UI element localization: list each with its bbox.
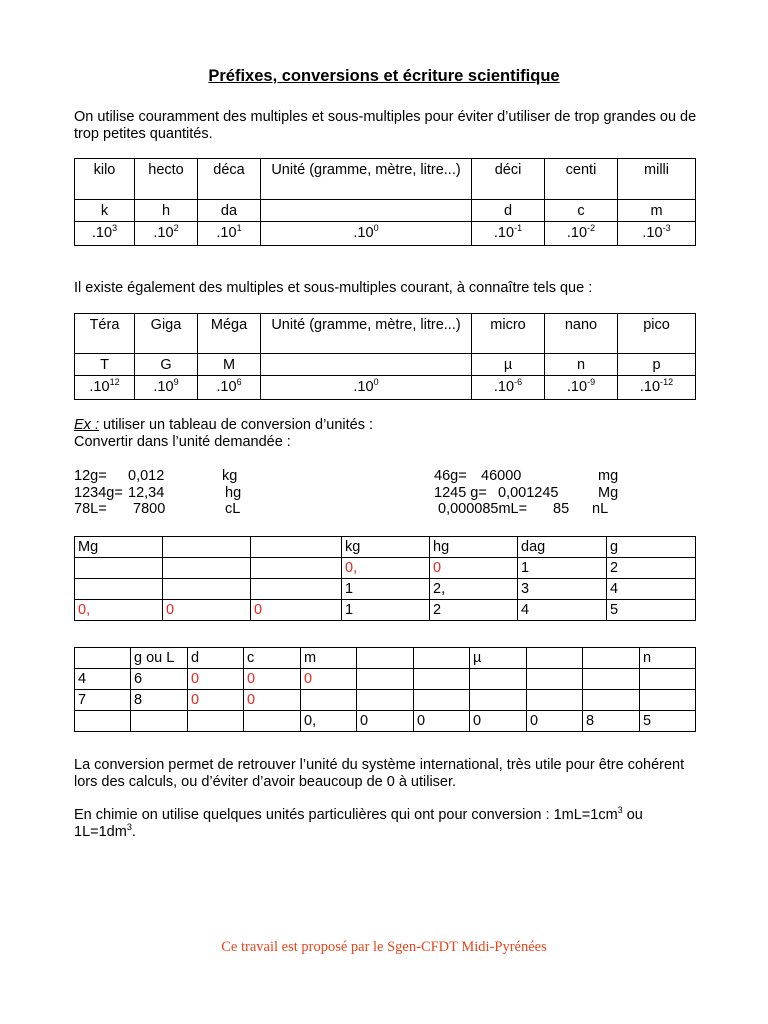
table-cell: [342, 600, 430, 621]
example-right-unit: Mg: [598, 484, 619, 501]
table-cell: [342, 558, 430, 579]
cell-value: 0,: [78, 602, 91, 618]
power-base: .10: [91, 225, 113, 241]
prefix-name-cell: [261, 159, 472, 200]
example-right-value: 46000: [481, 468, 522, 484]
power-base: .10: [493, 379, 515, 395]
conclusion-paragraph: La conversion permet de retrouver l’unité du système international, très utile pour être cohérent lors des calculs, ou d’éviter d’avoir beaucoup de 0 à utiliser.: [74, 757, 685, 790]
prefix-name-cell: [472, 314, 545, 354]
cell-value: g: [610, 539, 619, 555]
cell-value: 6: [134, 671, 143, 687]
table-cell: [527, 669, 583, 690]
prefix-symbol-cell: [618, 354, 696, 376]
prefix-name: milli: [644, 162, 669, 178]
prefix-name-cell: [75, 314, 135, 354]
power-exponent: 6: [236, 377, 242, 388]
power-exponent: 2: [173, 223, 179, 234]
prefix-symbol-cell: [261, 200, 472, 222]
power-exponent: -1: [514, 223, 523, 234]
cell-value: µ: [473, 650, 482, 666]
table-cell: [342, 537, 430, 558]
table-cell: [640, 690, 696, 711]
prefix-name-cell: [198, 159, 261, 200]
cell-value: 5: [610, 602, 619, 618]
table-row: [75, 711, 696, 732]
prefix-power-cell: [135, 222, 198, 246]
power-exponent: -2: [587, 223, 596, 234]
table-row: [75, 600, 696, 621]
power-base: .10: [216, 225, 237, 241]
power-base: .10: [353, 225, 374, 241]
table-cell: [607, 558, 696, 579]
power-base: .10: [493, 225, 515, 241]
power-base: .10: [153, 225, 174, 241]
prefix-symbol: d: [503, 203, 513, 219]
table-cell: [75, 558, 163, 579]
table-row: [75, 579, 696, 600]
prefix-name: pico: [643, 317, 670, 333]
table-cell: [518, 600, 607, 621]
table-cell: [131, 669, 188, 690]
prefix-name-cell: [135, 159, 198, 200]
cell-value: 0: [247, 692, 256, 708]
prefix-name: déci: [494, 162, 522, 178]
prefix-symbol: h: [161, 203, 171, 219]
prefix-symbol: m: [650, 203, 663, 219]
table-cell: [357, 669, 414, 690]
cell-value: 0,: [345, 560, 358, 576]
prefix-symbol-cell: [545, 200, 618, 222]
table-cell: [301, 690, 357, 711]
table-cell: [607, 537, 696, 558]
table-cell: [583, 648, 640, 669]
prefix-symbol-cell: [198, 354, 261, 376]
prefix-name: hecto: [148, 162, 184, 178]
table-cell: [244, 648, 301, 669]
cell-value: 8: [586, 713, 595, 729]
example-right-unit: mg: [598, 468, 619, 484]
cell-value: 0,: [304, 713, 317, 729]
prefix-name: Téra: [89, 317, 120, 333]
table-cell: [430, 558, 518, 579]
cell-value: 4: [521, 602, 530, 618]
example-right-given: 0,000085mL=: [438, 501, 528, 517]
table-cell: [131, 648, 188, 669]
table-cell: [188, 669, 244, 690]
table-cell: [188, 711, 244, 732]
example-left-given: 1234g=: [74, 484, 123, 501]
table-cell: [357, 648, 414, 669]
table-cell: [244, 669, 301, 690]
example-left-value: 7800: [133, 501, 166, 517]
prefix-symbol-cell: [545, 354, 618, 376]
prefix-name-cell: [618, 314, 696, 354]
example-right-given: 1245 g=: [434, 484, 487, 501]
table-cell: [430, 537, 518, 558]
power-exponent: 12: [109, 377, 120, 388]
cell-value: 5: [643, 713, 652, 729]
cell-value: d: [191, 650, 200, 666]
power-exponent: -12: [660, 377, 674, 388]
prefix-symbol-cell: [75, 354, 135, 376]
table-cell: [470, 648, 527, 669]
page-title: Préfixes, conversions et écriture scientifique: [208, 67, 560, 85]
cell-value: 0: [254, 602, 263, 618]
table-cell: [75, 579, 163, 600]
table-cell: [244, 711, 301, 732]
prefix-symbol: G: [160, 357, 172, 373]
cell-value: hg: [433, 539, 450, 555]
table-cell: [607, 600, 696, 621]
table-cell: [163, 558, 251, 579]
table-cell: [640, 648, 696, 669]
example-right-value: 85: [553, 501, 570, 517]
prefix-power-cell: [545, 376, 618, 400]
prefix-name: nano: [564, 317, 598, 333]
table-cell: [357, 711, 414, 732]
table-cell: [131, 690, 188, 711]
table-cell: [251, 579, 342, 600]
prefix-symbol: M: [222, 357, 236, 373]
prefix-power-cell: [618, 222, 696, 246]
cell-value: 1: [345, 602, 354, 618]
example-left-given: 78L=: [74, 501, 107, 517]
table-row: [75, 690, 696, 711]
table-cell: [470, 711, 527, 732]
power-base: .10: [566, 379, 588, 395]
table-row: [75, 669, 696, 690]
example-instruction: Convertir dans l’unité demandée :: [74, 434, 291, 450]
cell-value: 2: [610, 560, 619, 576]
table-cell: [251, 537, 342, 558]
cell-value: kg: [345, 539, 361, 555]
table-cell: [188, 690, 244, 711]
table-cell: [430, 579, 518, 600]
table-cell: [301, 711, 357, 732]
example-left-unit: hg: [225, 484, 242, 501]
power-exponent: -9: [587, 377, 596, 388]
cell-value: g ou L: [134, 650, 175, 666]
table-cell: [75, 669, 131, 690]
cell-value: 2: [433, 602, 442, 618]
prefix-name: micro: [490, 317, 526, 333]
chemistry-paragraph: [74, 807, 704, 841]
power-exponent: 1: [236, 223, 242, 234]
prefix-power-cell: [135, 376, 198, 400]
cell-value: 0: [473, 713, 482, 729]
prefix-power-cell: [75, 222, 135, 246]
prefix-symbol: c: [577, 203, 585, 219]
example-right-value: 0,001245: [498, 484, 559, 501]
prefix-symbol-cell: [75, 200, 135, 222]
example-left-unit: kg: [222, 468, 238, 484]
prefix-name-cell: [198, 314, 261, 354]
prefix-name-cell: [75, 159, 135, 200]
table-cell: [251, 600, 342, 621]
prefix-symbol: T: [100, 357, 109, 373]
cell-value: 0: [433, 560, 442, 576]
cell-value: 0: [166, 602, 175, 618]
prefix-name: Méga: [210, 317, 248, 333]
prefix-name-cell: [545, 314, 618, 354]
example-right-unit: nL: [592, 501, 609, 517]
prefix-name: Giga: [150, 317, 182, 333]
prefix-name: kilo: [93, 162, 116, 178]
table-cell: [244, 690, 301, 711]
power-base: .10: [642, 225, 663, 241]
table-row: [75, 648, 696, 669]
cell-value: 0: [191, 692, 200, 708]
table-cell: [188, 648, 244, 669]
prefix-power-cell: [198, 376, 261, 400]
prefix-power-cell: [618, 376, 696, 400]
cell-value: 4: [610, 581, 619, 597]
cell-value: n: [643, 650, 652, 666]
prefix-power-cell: [472, 376, 545, 400]
table-cell: [470, 690, 527, 711]
table-cell: [414, 669, 470, 690]
power-exponent: 0: [373, 377, 379, 388]
prefix-name-cell: [618, 159, 696, 200]
power-exponent: -6: [514, 377, 523, 388]
chemistry-sup-2: 3: [126, 822, 132, 833]
table-cell: [518, 579, 607, 600]
example-left-value: 0,012: [128, 468, 165, 484]
cell-value: 0: [360, 713, 369, 729]
conversion-table-mass: [74, 536, 696, 621]
table-cell: [163, 600, 251, 621]
prefix-symbol: n: [576, 357, 586, 373]
cell-value: 0: [191, 671, 200, 687]
example-right-given: 46g=: [434, 468, 467, 484]
table-cell: [301, 669, 357, 690]
table-cell: [75, 648, 131, 669]
prefix-name: Unité (gramme, mètre, litre...): [271, 162, 461, 178]
table-cell: [583, 711, 640, 732]
table-cell: [414, 648, 470, 669]
prefix-power-cell: [261, 376, 472, 400]
conversion-table-small: [74, 647, 696, 732]
table-cell: [163, 579, 251, 600]
prefix-symbol-cell: [135, 200, 198, 222]
prefix-power-cell: [198, 222, 261, 246]
intro-paragraph: On utilise couramment des multiples et sous-multiples pour éviter d’utiliser de trop grandes ou de trop petites quantités.: [74, 109, 697, 142]
prefix-table-common: [74, 158, 696, 246]
prefix-symbol: da: [220, 203, 238, 219]
table-cell: [414, 711, 470, 732]
cell-value: 1: [345, 581, 354, 597]
table-cell: [75, 537, 163, 558]
chemistry-text-4: .: [131, 824, 136, 840]
table-row: [75, 558, 696, 579]
power-exponent: 3: [112, 223, 118, 234]
prefix-symbol: k: [100, 203, 109, 219]
example-left-given: 12g=: [74, 468, 107, 484]
cell-value: 4: [78, 671, 87, 687]
table-cell: [75, 690, 131, 711]
table-cell: [251, 558, 342, 579]
table-cell: [342, 579, 430, 600]
prefix-symbol-cell: [135, 354, 198, 376]
cell-value: c: [247, 650, 255, 666]
prefix-name: centi: [565, 162, 597, 178]
table-cell: [430, 600, 518, 621]
table-cell: [357, 690, 414, 711]
prefix-table-other: [74, 313, 696, 400]
prefix-power-cell: [75, 376, 135, 400]
table-cell: [640, 711, 696, 732]
table-cell: [470, 669, 527, 690]
power-exponent: -3: [662, 223, 671, 234]
footer-credit: Ce travail est proposé par le Sgen-CFDT Midi-Pyrénées: [221, 939, 547, 955]
power-base: .10: [216, 379, 237, 395]
example-left-unit: cL: [225, 501, 241, 517]
table-cell: [75, 600, 163, 621]
power-base: .10: [153, 379, 174, 395]
example-text: utiliser un tableau de conversion d’unités :: [98, 417, 374, 433]
table-cell: [301, 648, 357, 669]
table-cell: [583, 690, 640, 711]
table-cell: [163, 537, 251, 558]
cell-value: 0: [247, 671, 256, 687]
example-left-value: 12,34: [128, 484, 165, 501]
cell-value: Mg: [78, 539, 99, 555]
prefix-name-cell: [472, 159, 545, 200]
prefix-name-cell: [545, 159, 618, 200]
cell-value: 0: [417, 713, 426, 729]
example-label: Ex :: [74, 417, 99, 433]
prefix-symbol-cell: [618, 200, 696, 222]
power-exponent: 0: [373, 223, 379, 234]
table-cell: [527, 690, 583, 711]
table-cell: [527, 711, 583, 732]
table-cell: [131, 711, 188, 732]
prefix-symbol-cell: [198, 200, 261, 222]
prefix-name-cell: [135, 314, 198, 354]
cell-value: 1: [521, 560, 530, 576]
prefix-power-cell: [545, 222, 618, 246]
prefix-symbol: µ: [503, 357, 513, 373]
power-base: .10: [639, 379, 661, 395]
prefix-symbol: p: [652, 357, 661, 373]
prefix-power-cell: [472, 222, 545, 246]
power-base: .10: [89, 379, 110, 395]
table-cell: [607, 579, 696, 600]
power-base: .10: [353, 379, 374, 395]
cell-value: m: [304, 650, 317, 666]
cell-value: 0: [304, 671, 313, 687]
example-heading: [74, 417, 373, 433]
chemistry-sup-1: 3: [617, 805, 623, 816]
cell-value: 2,: [433, 581, 446, 597]
power-base: .10: [566, 225, 588, 241]
cell-value: 3: [521, 581, 530, 597]
prefix-name: Unité (gramme, mètre, litre...): [271, 317, 461, 333]
cell-value: 8: [134, 692, 143, 708]
table-row: [75, 537, 696, 558]
table-cell: [640, 669, 696, 690]
table-cell: [527, 648, 583, 669]
prefix-name-cell: [261, 314, 472, 354]
cell-value: 7: [78, 692, 87, 708]
prefix-symbol-cell: [472, 200, 545, 222]
power-exponent: 9: [173, 377, 179, 388]
chemistry-text-2: ou: [622, 807, 643, 823]
prefix-symbol-cell: [261, 354, 472, 376]
table-cell: [75, 711, 131, 732]
chemistry-text-1: En chimie on utilise quelques unités particulières qui ont pour conversion : 1mL=1cm: [74, 807, 618, 823]
prefix-power-cell: [261, 222, 472, 246]
prefix-name: déca: [213, 162, 245, 178]
intro2-paragraph: Il existe également des multiples et sous-multiples courant, à connaître tels que :: [74, 280, 593, 296]
prefix-symbol-cell: [472, 354, 545, 376]
cell-value: dag: [521, 539, 546, 555]
table-cell: [583, 669, 640, 690]
table-cell: [518, 537, 607, 558]
table-cell: [414, 690, 470, 711]
cell-value: 0: [530, 713, 539, 729]
table-cell: [518, 558, 607, 579]
chemistry-text-3: 1L=1dm: [74, 824, 127, 840]
